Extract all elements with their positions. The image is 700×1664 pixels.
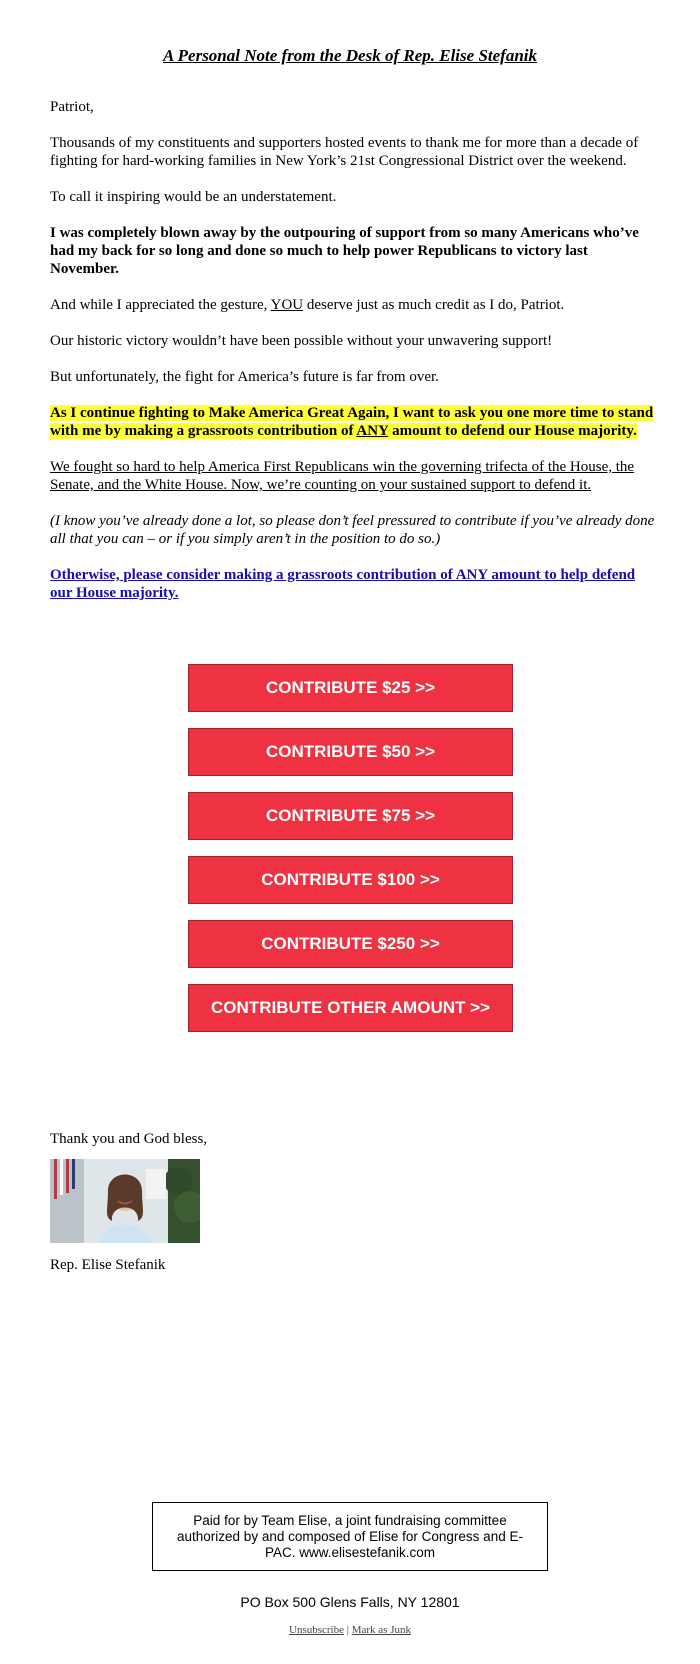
ask-text-2: amount to defend our House majority.	[388, 423, 637, 439]
paragraph-victory: Our historic victory wouldn’t have been possible without your unwavering support!	[50, 333, 553, 349]
paragraph-constituents: Thousands of my constituents and supporters hosted events to thank me for more than a decade of fighting for hard-working families in New York’s 21st Congressional District over the weekend.	[50, 135, 639, 169]
contribute-25-button[interactable]: CONTRIBUTE $25 >>	[188, 664, 513, 712]
portrait-illustration	[50, 1159, 200, 1243]
email-body	[50, 98, 660, 620]
you-emphasis: YOU	[270, 297, 304, 313]
paragraph-highlighted-ask	[50, 404, 660, 440]
ask-text-1: As I continue fighting to Make America Great Again, I want to ask you one more time to stand with me by making a grassroots contribution of	[50, 405, 654, 439]
paragraph-inspiring: To call it inspiring would be an understatement.	[50, 189, 337, 205]
paragraph-cta	[50, 566, 660, 602]
contribute-text-link[interactable]: Otherwise, please consider making a grassroots contribution of ANY amount to help defend our House majority.	[50, 567, 636, 601]
email-title: A Personal Note from the Desk of Rep. Elise Stefanik	[163, 46, 537, 65]
any-emphasis: ANY	[356, 423, 389, 439]
contribute-75-button[interactable]: CONTRIBUTE $75 >>	[188, 792, 513, 840]
paragraph-fight: But unfortunately, the fight for America’s future is far from over.	[50, 369, 439, 385]
unsubscribe-link[interactable]: Unsubscribe	[289, 1624, 344, 1636]
contribute-other-amount-button[interactable]: CONTRIBUTE OTHER AMOUNT >>	[188, 984, 513, 1032]
gesture-text-1: And while I appreciated the gesture,	[50, 297, 271, 313]
contribute-250-button[interactable]: CONTRIBUTE $250 >>	[188, 920, 513, 968]
gesture-text-2: deserve just as much credit as I do, Patriot.	[303, 297, 565, 313]
paragraph-trifecta: We fought so hard to help America First Republicans win the governing trifecta of the House, the Senate, and the White House. Now, we’re counting on your sustained support to defend it.	[50, 459, 635, 493]
paragraph-gesture	[50, 296, 660, 314]
footer-links	[0, 1624, 700, 1636]
greeting: Patriot,	[50, 99, 94, 115]
link-separator: |	[346, 1624, 349, 1636]
paid-for-disclaimer: Paid for by Team Elise, a joint fundraising committee authorized by and composed of Elise for Congress and E-PAC. www.elisestefanik.com	[152, 1502, 548, 1571]
paragraph-no-pressure: (I know you’ve already done a lot, so please don’t feel pressured to contribute if you’ve already done all that you can – or if you simply aren’t in the position to do so.)	[50, 513, 655, 547]
contribute-50-button[interactable]: CONTRIBUTE $50 >>	[188, 728, 513, 776]
paragraph-blown-away: I was completely blown away by the outpouring of support from so many Americans who’ve had my back for so long and done so much to help power Republicans to victory last November.	[50, 225, 639, 277]
signature-name: Rep. Elise Stefanik	[50, 1257, 166, 1273]
portrait-photo	[50, 1159, 200, 1243]
contribute-100-button[interactable]: CONTRIBUTE $100 >>	[188, 856, 513, 904]
mark-as-junk-link[interactable]: Mark as Junk	[351, 1624, 411, 1636]
mailing-address: PO Box 500 Glens Falls, NY 12801	[240, 1594, 460, 1610]
signoff: Thank you and God bless,	[50, 1131, 208, 1147]
